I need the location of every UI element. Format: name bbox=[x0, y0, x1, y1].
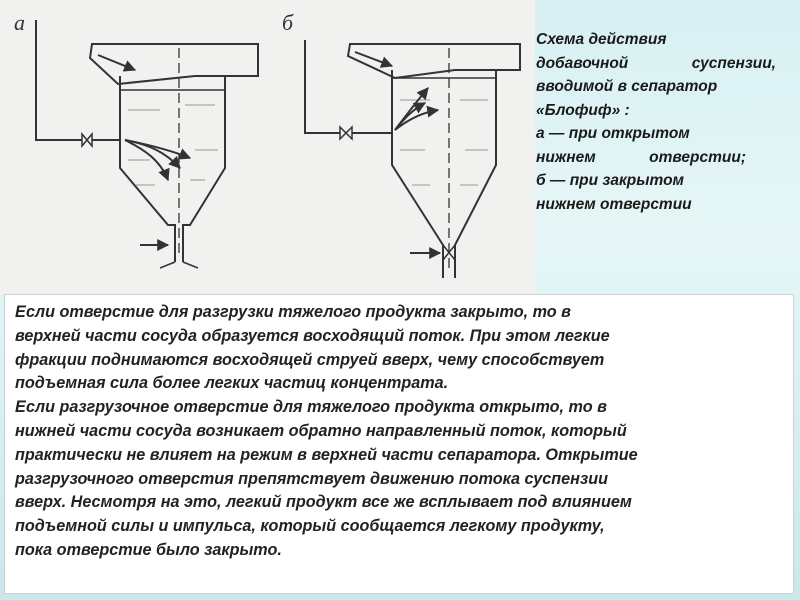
separator-b bbox=[282, 10, 520, 278]
body-line: нижней части сосуда возникает обратно направленный поток, который bbox=[15, 421, 627, 440]
inlet-pipe-a bbox=[36, 20, 82, 140]
caption-word: нижнем bbox=[536, 148, 596, 166]
explanation-text-box bbox=[4, 294, 794, 594]
caption-word: отверстии; bbox=[649, 148, 746, 166]
inlet-pipe-b bbox=[305, 40, 340, 133]
body-line: Если отверстие для разгрузки тяжелого продукта закрыто, то в bbox=[15, 303, 571, 321]
flow-arrow-a2 bbox=[125, 140, 190, 158]
feed-trough-a bbox=[90, 44, 258, 84]
vessel-right-b bbox=[455, 70, 496, 278]
flow-arrow-b3 bbox=[395, 88, 428, 130]
vessel-left-a bbox=[120, 76, 175, 262]
caption-line: б — при закрытом bbox=[536, 172, 685, 189]
caption-line: «Блофиф» : bbox=[536, 101, 630, 119]
caption-word: суспензии, bbox=[691, 54, 776, 72]
body-line: разгрузочного отверстия препятствует движению потока суспензии bbox=[15, 469, 608, 488]
valve-a bbox=[82, 134, 92, 146]
caption-line: Схема действия bbox=[536, 31, 667, 48]
explanation-text bbox=[15, 301, 785, 563]
caption-line: вводимой в сепаратор bbox=[536, 78, 718, 95]
vessel-right-a bbox=[183, 76, 225, 262]
caption-line bbox=[536, 146, 746, 170]
body-line: подъемная сила более легких частиц концентрата. bbox=[15, 374, 449, 393]
body-line: фракции поднимаются восходящей струей вверх, чему способствует bbox=[15, 350, 605, 369]
body-line: Если разгрузочное отверстие для тяжелого продукта открыто, то в bbox=[15, 398, 607, 417]
caption-word: добавочной bbox=[536, 54, 629, 72]
water-hatch-b bbox=[400, 100, 488, 185]
separator-diagram bbox=[0, 0, 535, 295]
body-line: подъемной силы и импульса, который сообщается легкому продукту, bbox=[15, 517, 605, 536]
separator-diagram-panel bbox=[0, 0, 535, 295]
caption-line: нижнем отверстии bbox=[536, 195, 692, 213]
body-line: практически не влияет на режим в верхней части сепаратора. Открытие bbox=[15, 445, 638, 464]
caption-line bbox=[536, 52, 776, 76]
separator-a bbox=[14, 10, 258, 268]
feed-arrow-a bbox=[98, 55, 135, 70]
diagram-label-b: б bbox=[282, 10, 294, 35]
outlet-a bbox=[160, 262, 198, 268]
caption-line: а — при открытом bbox=[536, 125, 690, 142]
valve-b bbox=[340, 127, 352, 139]
diagram-caption bbox=[536, 28, 776, 216]
body-line: пока отверстие было закрыто. bbox=[15, 540, 282, 559]
feed-trough-b bbox=[348, 44, 520, 78]
feed-arrow-b bbox=[355, 52, 392, 66]
body-line: вверх. Несмотря на это, легкий продукт все же всплывает под влиянием bbox=[15, 493, 632, 512]
diagram-label-a: а bbox=[14, 10, 25, 35]
body-line: верхней части сосуда образуется восходящий поток. При этом легкие bbox=[15, 326, 610, 345]
